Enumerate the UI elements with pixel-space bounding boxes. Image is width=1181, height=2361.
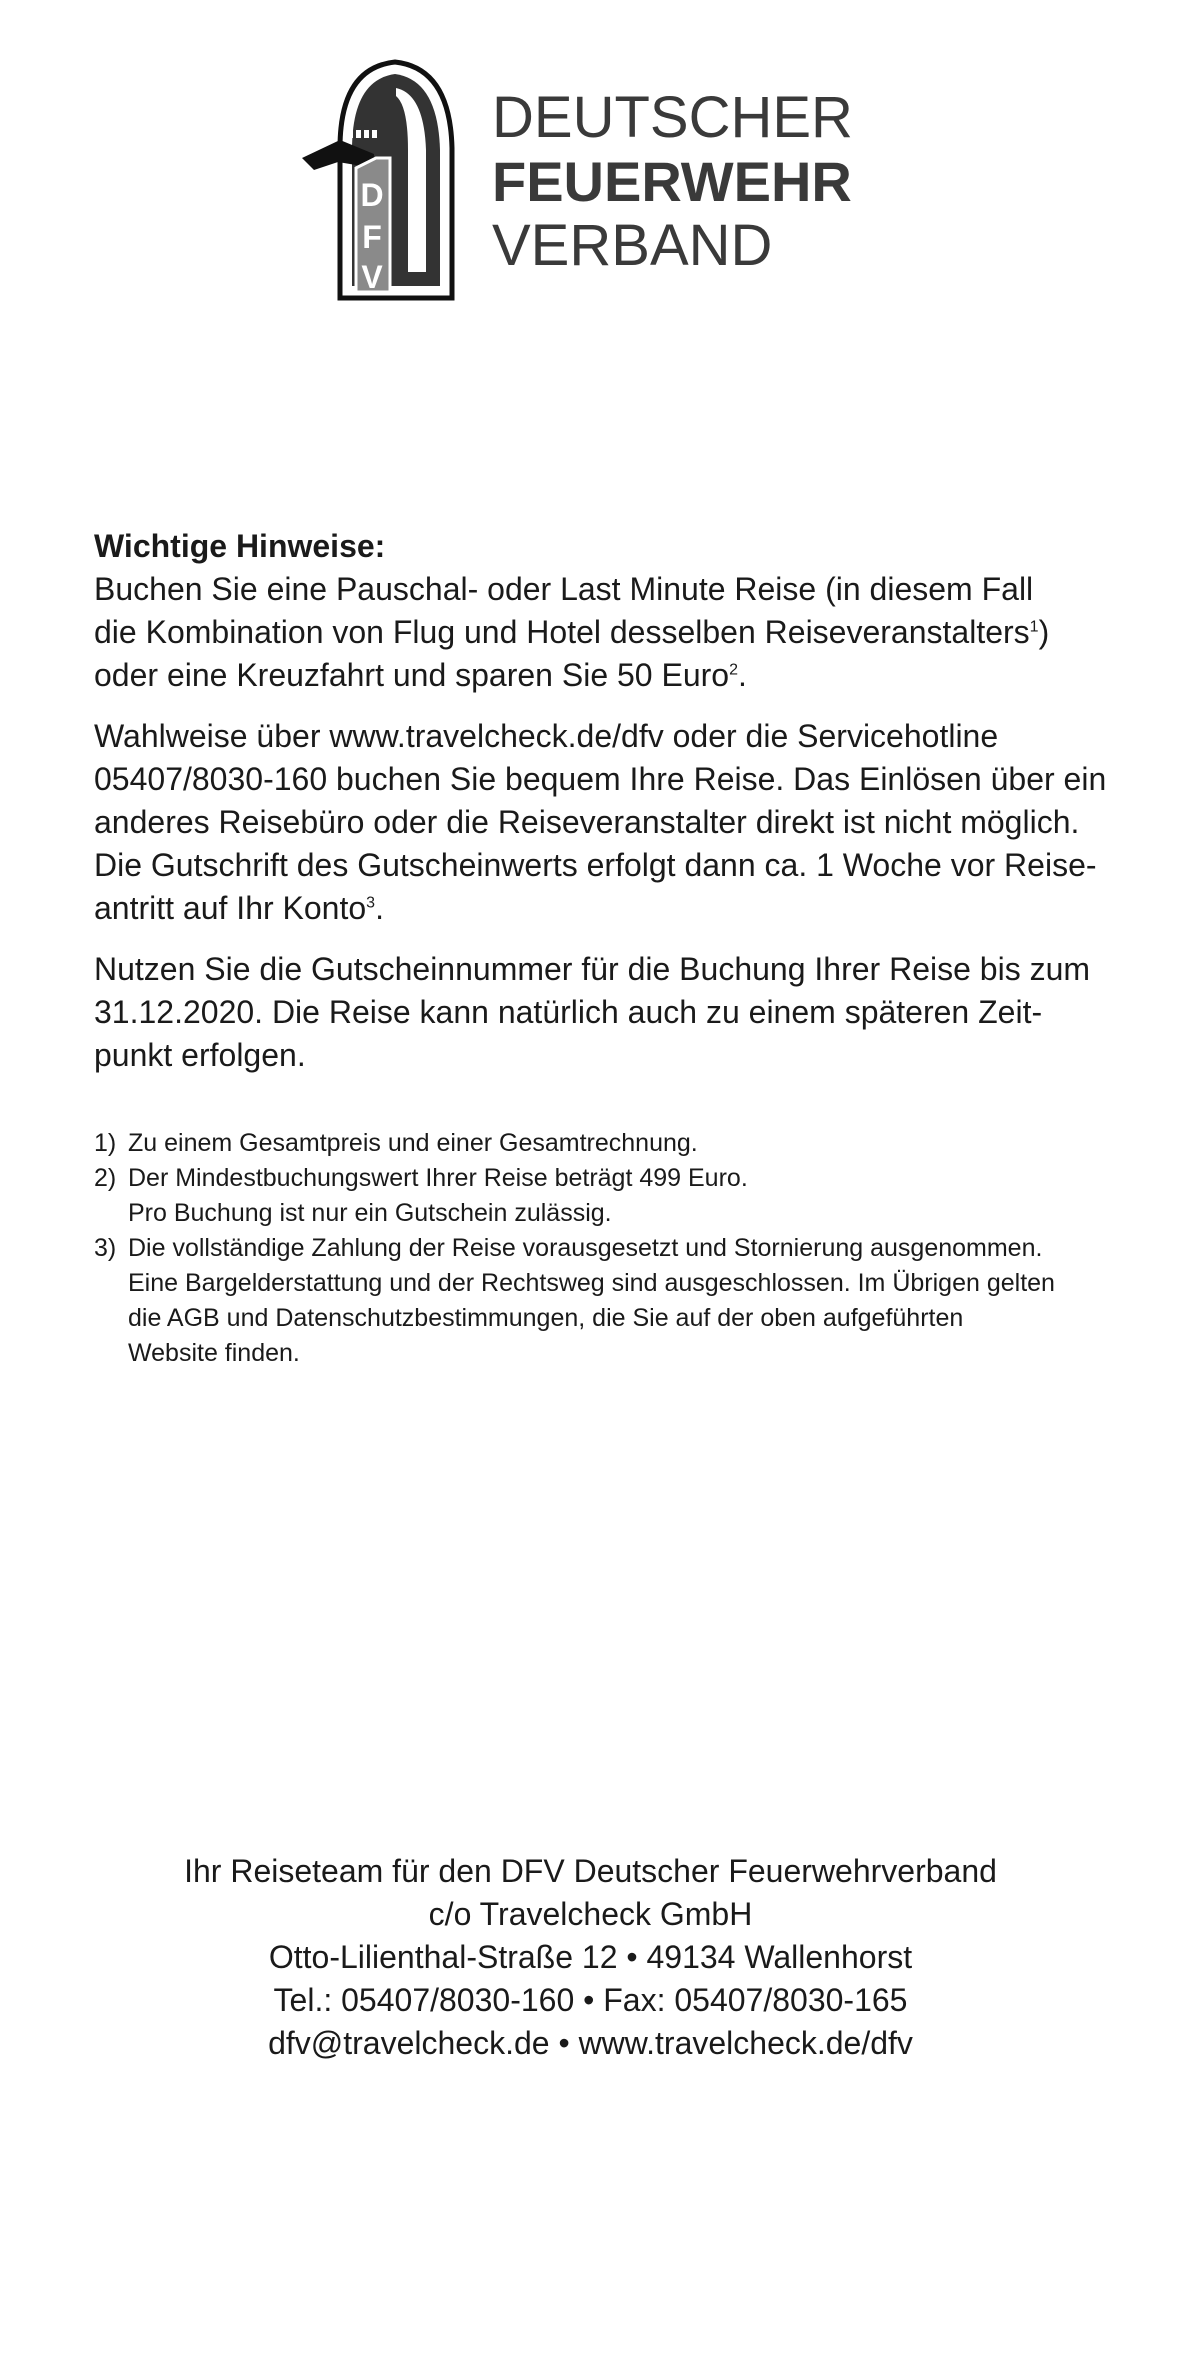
dfv-logo — [300, 58, 920, 308]
p1-line-b-end: ) — [1038, 614, 1050, 650]
footnote-line: Pro Buchung ist nur ein Gutschein zulässig. — [128, 1199, 612, 1227]
footnote-3 — [94, 1231, 1154, 1371]
p2-line-d: Die Gutschrift des Gutscheinwerts erfolgt dann ca. 1 Woche vor Reise- — [94, 847, 1097, 883]
footer-web-line: dfv@travelcheck.de • www.travelcheck.de/dfv — [268, 2025, 913, 2061]
footer-address-line: Otto-Lilienthal-Straße 12 • 49134 Wallenhorst — [268, 1939, 913, 1975]
footnote-text — [128, 1231, 1154, 1371]
footnote-line: Die vollständige Zahlung der Reise vorausgesetzt und Stornierung ausgenommen. — [128, 1234, 1043, 1262]
footer-team-line: Ihr Reiseteam für den DFV Deutscher Feuerwehrverband — [184, 1853, 997, 1889]
footnote-ref-1: 1 — [1029, 618, 1039, 636]
footnote-line: die AGB und Datenschutzbestimmungen, die Sie auf der oben aufgeführten — [128, 1304, 964, 1332]
footnote-text — [128, 1161, 1154, 1231]
emblem-letter-d: D — [360, 177, 384, 213]
p2-line-a: Wahlweise über www.travelcheck.de/dfv oder die Servicehotline — [94, 718, 999, 754]
footnote-text — [128, 1126, 1154, 1161]
footnote-number: 2) — [94, 1164, 117, 1192]
p2-line-c: anderes Reisebüro oder die Reiseveranstalter direkt ist nicht möglich. — [94, 804, 1080, 840]
logo-line-verband: VERBAND — [492, 213, 773, 278]
footnotes — [94, 1126, 1154, 1371]
p1-line-c: oder eine Kreuzfahrt und sparen Sie 50 Euro — [94, 657, 730, 693]
logo-wordmark — [492, 86, 853, 278]
p1-line-c-end: . — [737, 657, 747, 693]
footnote-line: Der Mindestbuchungswert Ihrer Reise beträgt 499 Euro. — [128, 1164, 748, 1192]
p3-line-c: punkt erfolgen. — [94, 1037, 306, 1073]
p1-line-b: die Kombination von Flug und Hotel desselben Reiseveranstalters — [94, 614, 1030, 650]
footer-company-line: c/o Travelcheck GmbH — [428, 1896, 753, 1932]
footnote-number: 3) — [94, 1234, 117, 1262]
p3-line-a: Nutzen Sie die Gutscheinnummer für die Buchung Ihrer Reise bis zum — [94, 951, 1091, 987]
notes-paragraph-1 — [94, 568, 1134, 697]
logo-line-feuerwehr: FEUERWEHR — [492, 150, 852, 213]
footnote-line: Eine Bargelderstattung und der Rechtsweg sind ausgeschlossen. Im Übrigen gelten — [128, 1269, 1055, 1297]
important-notes — [94, 525, 1134, 1095]
contact-footer — [0, 1850, 1181, 2065]
notes-paragraph-3 — [94, 948, 1134, 1077]
footnote-ref-2: 2 — [729, 661, 738, 679]
emblem-letter-f: F — [362, 219, 382, 255]
footnote-number: 1) — [94, 1129, 117, 1157]
footnote-line: Website finden. — [128, 1339, 300, 1367]
footnote-ref-3: 3 — [366, 894, 376, 912]
footnote-2 — [94, 1161, 1154, 1231]
emblem-letter-v: V — [361, 259, 383, 295]
footer-phone-line: Tel.: 05407/8030-160 • Fax: 05407/8030-165 — [273, 1982, 908, 2018]
dfv-emblem-icon — [300, 58, 470, 308]
p3-line-b: 31.12.2020. Die Reise kann natürlich auch zu einem späteren Zeit- — [94, 994, 1043, 1030]
p2-line-e: antritt auf Ihr Konto — [94, 890, 367, 926]
p2-line-b: 05407/8030-160 buchen Sie bequem Ihre Reise. Das Einlösen über ein — [94, 761, 1107, 797]
footnote-1 — [94, 1126, 1154, 1161]
footnote-line: Zu einem Gesamtpreis und einer Gesamtrechnung. — [128, 1129, 698, 1157]
notes-paragraph-2 — [94, 715, 1134, 930]
logo-line-deutscher: DEUTSCHER — [492, 85, 853, 150]
p1-line-a: Buchen Sie eine Pauschal- oder Last Minute Reise (in diesem Fall — [94, 571, 1034, 607]
p2-line-e-end: . — [375, 890, 384, 926]
notes-heading: Wichtige Hinweise: — [94, 528, 386, 564]
